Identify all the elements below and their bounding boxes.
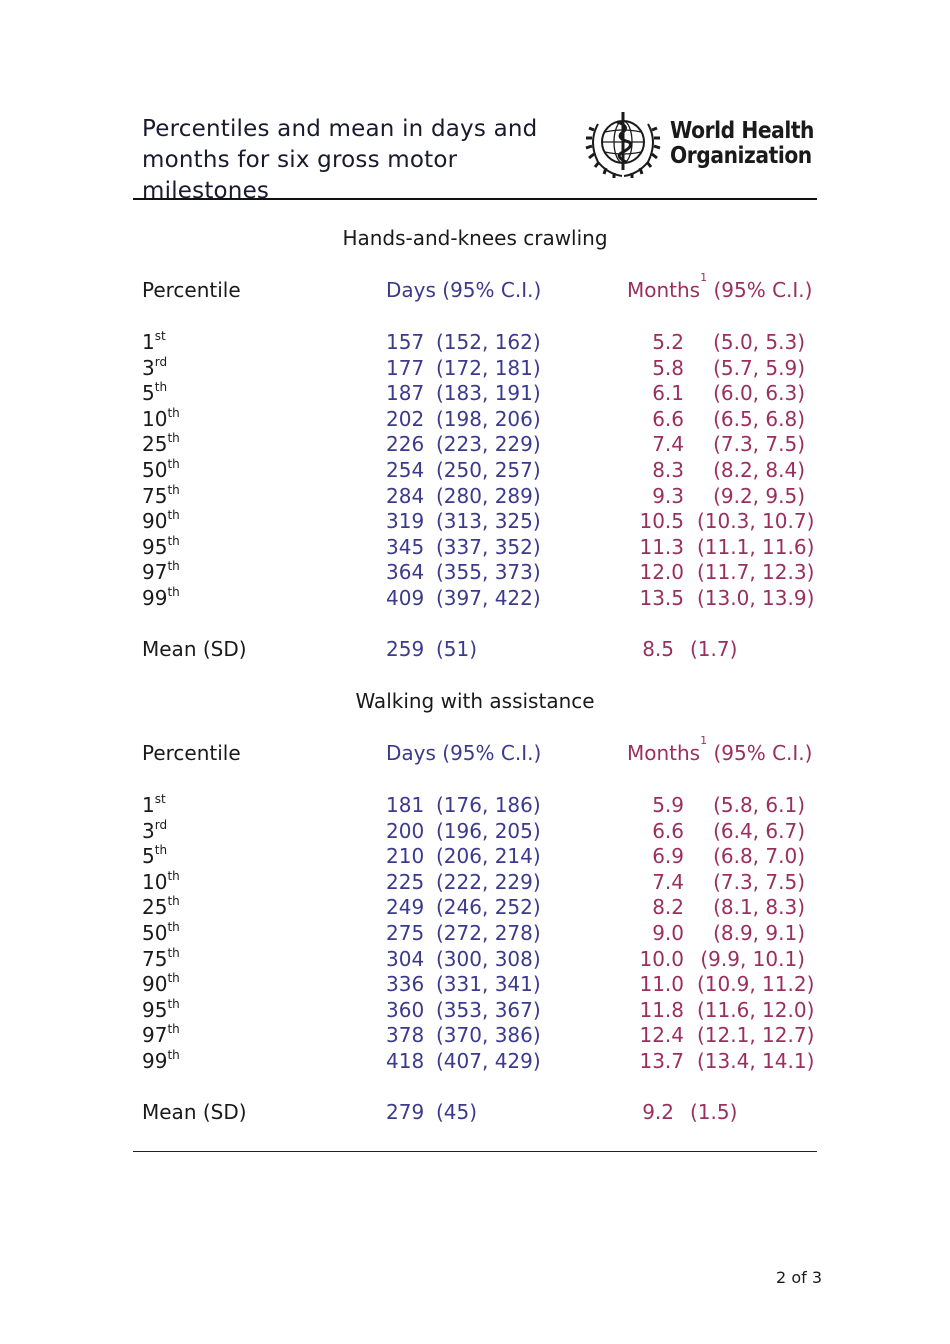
column-header-days: Days (95% C.I.): [386, 278, 542, 302]
percentile-label: [142, 330, 166, 354]
percentile-label: [142, 458, 180, 482]
page-title: [142, 114, 572, 207]
page-title-line-1: Percentiles and mean in days and: [142, 116, 538, 142]
table-row: [0, 509, 950, 535]
days-value: 225: [386, 869, 425, 894]
months-value: 6.1: [652, 381, 684, 406]
months-value: 5.9: [652, 793, 684, 817]
percentile-suffix: th: [167, 945, 180, 960]
days-ci: (370, 386): [436, 1023, 541, 1048]
months-value: 12.4: [639, 1023, 684, 1048]
days-value: 409: [386, 586, 425, 610]
who-emblem-icon: [584, 106, 662, 182]
percentile-value: 97: [142, 560, 168, 585]
days-value: 249: [386, 895, 425, 920]
mean-months: 8.5: [642, 637, 674, 661]
mean-days: 279: [386, 1100, 425, 1124]
months-value: 10.5: [639, 509, 684, 534]
months-value: 6.9: [652, 844, 684, 869]
days-value: 181: [386, 793, 425, 817]
months-ci: (9.2, 9.5): [713, 483, 805, 508]
table-row: [0, 432, 950, 458]
section-title: Walking with assistance: [355, 689, 595, 713]
days-value: 304: [386, 946, 425, 971]
days-value: 157: [386, 330, 425, 354]
logo-line-1: World Health: [670, 118, 815, 144]
percentile-suffix: th: [167, 559, 180, 574]
days-ci: (313, 325): [436, 509, 541, 534]
days-ci: (397, 422): [436, 586, 541, 610]
percentile-value: 75: [142, 483, 168, 508]
months-value: 5.8: [652, 355, 684, 380]
percentile-value: 10: [142, 869, 168, 894]
percentile-suffix: th: [167, 585, 180, 599]
months-ci: (13.0, 13.9): [697, 586, 815, 610]
percentile-suffix: th: [167, 996, 180, 1011]
percentile-value: 99: [142, 586, 168, 610]
days-value: 319: [386, 509, 425, 534]
mean-days: 259: [386, 637, 425, 661]
who-logo-text: [670, 119, 814, 169]
percentile-label: [142, 921, 180, 945]
months-ci: (11.7, 12.3): [697, 560, 815, 585]
percentile-value: 50: [142, 921, 168, 945]
table-row: [0, 1049, 950, 1075]
days-ci: (353, 367): [436, 997, 541, 1022]
table-row: [0, 458, 950, 484]
months-value: 11.0: [639, 972, 684, 997]
percentile-label: [142, 1049, 180, 1073]
percentile-label: [142, 407, 180, 431]
percentile-value: 99: [142, 1049, 168, 1073]
days-ci: (246, 252): [436, 895, 541, 920]
days-value: 378: [386, 1023, 425, 1048]
percentile-value: 50: [142, 458, 168, 482]
percentile-value: 97: [142, 1023, 168, 1048]
days-value: 187: [386, 381, 425, 406]
page-title-line-2: months for six gross motor milestones: [142, 147, 458, 204]
percentile-value: 90: [142, 509, 168, 534]
who-logo: [584, 106, 834, 182]
table-row: [0, 407, 950, 433]
months-ci: (10.3, 10.7): [697, 509, 815, 534]
days-ci: (250, 257): [436, 458, 541, 482]
mean-days-sd: (45): [436, 1100, 478, 1124]
months-ci: (10.9, 11.2): [697, 972, 815, 997]
months-ci: (5.7, 5.9): [713, 355, 805, 380]
days-value: 177: [386, 355, 425, 380]
months-footnote-marker: 1: [700, 271, 708, 285]
percentile-label: [142, 998, 180, 1022]
percentile-suffix: th: [167, 894, 180, 909]
months-ci: (7.3, 7.5): [713, 432, 805, 457]
days-ci: (152, 162): [436, 330, 541, 354]
days-value: 345: [386, 534, 425, 559]
table-row: [0, 844, 950, 870]
percentile-suffix: th: [167, 868, 180, 883]
column-header-percentile: Percentile: [142, 278, 241, 302]
percentile-value: 75: [142, 946, 168, 971]
percentile-suffix: rd: [154, 354, 168, 369]
percentile-suffix: st: [154, 792, 166, 806]
days-value: 200: [386, 818, 425, 843]
days-ci: (407, 429): [436, 1049, 541, 1073]
percentile-value: 25: [142, 432, 168, 457]
days-ci: (223, 229): [436, 432, 541, 457]
column-header-months: [627, 734, 813, 765]
months-value: 8.2: [652, 895, 684, 920]
percentile-label: [142, 484, 180, 508]
months-ci: (6.5, 6.8): [713, 406, 805, 431]
months-ci: (8.1, 8.3): [713, 895, 805, 920]
months-value: 7.4: [652, 432, 684, 457]
months-value: 13.7: [639, 1049, 684, 1073]
months-value: 9.0: [652, 921, 684, 945]
table-row: [0, 586, 950, 612]
table-row: [0, 819, 950, 845]
days-value: 210: [386, 844, 425, 869]
percentile-label: [142, 560, 180, 584]
days-value: 336: [386, 972, 425, 997]
percentile-label: [142, 432, 180, 456]
months-ci: (7.3, 7.5): [713, 869, 805, 894]
months-value: 7.4: [652, 869, 684, 894]
percentile-label: [142, 972, 180, 996]
page-number: 2 of 3: [776, 1268, 822, 1287]
months-ci: (6.8, 7.0): [713, 844, 805, 869]
percentile-label: [142, 1023, 180, 1047]
table-row: [0, 870, 950, 896]
mean-days-sd: (51): [436, 637, 478, 661]
table-row: [0, 1023, 950, 1049]
months-value: 13.5: [639, 586, 684, 610]
months-ci: (8.2, 8.4): [713, 458, 805, 482]
table-row: [0, 330, 950, 356]
months-ci: (11.1, 11.6): [697, 534, 815, 559]
percentile-suffix: th: [167, 457, 180, 471]
percentile-value: 3: [142, 818, 155, 843]
months-value: 11.3: [639, 534, 684, 559]
table-row: [0, 484, 950, 510]
months-value: 6.6: [652, 818, 684, 843]
mean-months-sd: (1.5): [690, 1100, 738, 1124]
months-footnote-marker: 1: [700, 734, 708, 748]
months-ci-label: (95% C.I.): [707, 278, 813, 302]
months-ci: (9.9, 10.1): [700, 946, 805, 971]
percentile-value: 1: [142, 793, 155, 817]
table-row: [0, 998, 950, 1024]
days-ci: (172, 181): [436, 355, 541, 380]
percentile-label: [142, 844, 167, 868]
days-ci: (272, 278): [436, 921, 541, 945]
table-row: [0, 535, 950, 561]
months-ci: (5.8, 6.1): [713, 793, 805, 817]
percentile-value: 95: [142, 997, 168, 1022]
column-header-row: [0, 734, 950, 767]
percentile-suffix: th: [154, 380, 168, 395]
days-ci: (183, 191): [436, 381, 541, 406]
percentile-suffix: st: [154, 329, 166, 343]
table-row: [0, 947, 950, 973]
percentile-label: [142, 381, 167, 405]
logo-line-2: Organization: [670, 143, 812, 169]
percentile-suffix: th: [167, 482, 180, 497]
bottom-divider: [133, 1151, 817, 1152]
percentile-value: 1: [142, 330, 155, 354]
percentile-label: [142, 535, 180, 559]
section-title: Hands-and-knees crawling: [342, 226, 608, 250]
percentile-suffix: rd: [154, 817, 168, 832]
months-value: 8.3: [652, 458, 684, 482]
table-row: [0, 793, 950, 819]
days-ci: (331, 341): [436, 972, 541, 997]
days-value: 275: [386, 921, 425, 945]
percentile-suffix: th: [167, 405, 180, 420]
days-ci: (222, 229): [436, 869, 541, 894]
days-value: 284: [386, 483, 425, 508]
percentile-value: 95: [142, 534, 168, 559]
months-ci: (11.6, 12.0): [697, 997, 815, 1022]
percentile-label: [142, 356, 167, 380]
days-value: 202: [386, 406, 425, 431]
days-ci: (337, 352): [436, 534, 541, 559]
months-ci: (12.1, 12.7): [697, 1023, 815, 1048]
days-value: 226: [386, 432, 425, 457]
months-label: Months: [627, 741, 701, 765]
table-row: [0, 356, 950, 382]
percentile-suffix: th: [167, 920, 180, 934]
percentile-value: 5: [142, 844, 155, 869]
top-divider: [133, 198, 817, 200]
days-value: 418: [386, 1049, 425, 1073]
months-value: 10.0: [639, 946, 684, 971]
months-value: 6.6: [652, 406, 684, 431]
mean-label: Mean (SD): [142, 637, 247, 661]
percentile-value: 25: [142, 895, 168, 920]
percentile-label: [142, 947, 180, 971]
days-ci: (176, 186): [436, 793, 541, 817]
percentile-label: [142, 819, 167, 843]
percentile-suffix: th: [167, 431, 180, 446]
months-ci: (6.4, 6.7): [713, 818, 805, 843]
percentile-suffix: th: [167, 533, 180, 548]
months-value: 12.0: [639, 560, 684, 585]
percentile-label: [142, 586, 180, 610]
months-ci: (6.0, 6.3): [713, 381, 805, 406]
percentile-suffix: th: [154, 843, 168, 858]
days-ci: (196, 205): [436, 818, 541, 843]
percentile-value: 10: [142, 406, 168, 431]
months-value: 9.3: [652, 483, 684, 508]
table-row: [0, 560, 950, 586]
percentile-label: [142, 895, 180, 919]
months-label: Months: [627, 278, 701, 302]
percentile-label: [142, 870, 180, 894]
table-row: [0, 921, 950, 947]
mean-row: [0, 637, 950, 663]
mean-row: [0, 1100, 950, 1126]
days-ci: (300, 308): [436, 946, 541, 971]
months-value: 11.8: [639, 997, 684, 1022]
mean-months: 9.2: [642, 1100, 674, 1124]
percentile-suffix: th: [167, 971, 180, 986]
mean-label: Mean (SD): [142, 1100, 247, 1124]
table-row: [0, 895, 950, 921]
months-ci: (8.9, 9.1): [713, 921, 805, 945]
table-row: [0, 381, 950, 407]
days-value: 254: [386, 458, 425, 482]
percentile-value: 90: [142, 972, 168, 997]
percentile-suffix: th: [167, 1048, 180, 1062]
percentile-value: 5: [142, 381, 155, 406]
days-ci: (355, 373): [436, 560, 541, 585]
months-value: 5.2: [652, 330, 684, 354]
column-header-percentile: Percentile: [142, 741, 241, 765]
days-ci: (198, 206): [436, 406, 541, 431]
percentile-label: [142, 793, 166, 817]
months-ci-label: (95% C.I.): [707, 741, 813, 765]
mean-months-sd: (1.7): [690, 637, 738, 661]
days-value: 364: [386, 560, 425, 585]
table-row: [0, 972, 950, 998]
column-header-days: Days (95% C.I.): [386, 741, 542, 765]
percentile-value: 3: [142, 355, 155, 380]
days-ci: (206, 214): [436, 844, 541, 869]
column-header-row: [0, 271, 950, 304]
days-ci: (280, 289): [436, 483, 541, 508]
months-ci: (13.4, 14.1): [697, 1049, 815, 1073]
percentile-suffix: th: [167, 508, 180, 523]
days-value: 360: [386, 997, 425, 1022]
percentile-suffix: th: [167, 1022, 180, 1037]
months-ci: (5.0, 5.3): [713, 330, 805, 354]
column-header-months: [627, 271, 813, 302]
percentile-label: [142, 509, 180, 533]
